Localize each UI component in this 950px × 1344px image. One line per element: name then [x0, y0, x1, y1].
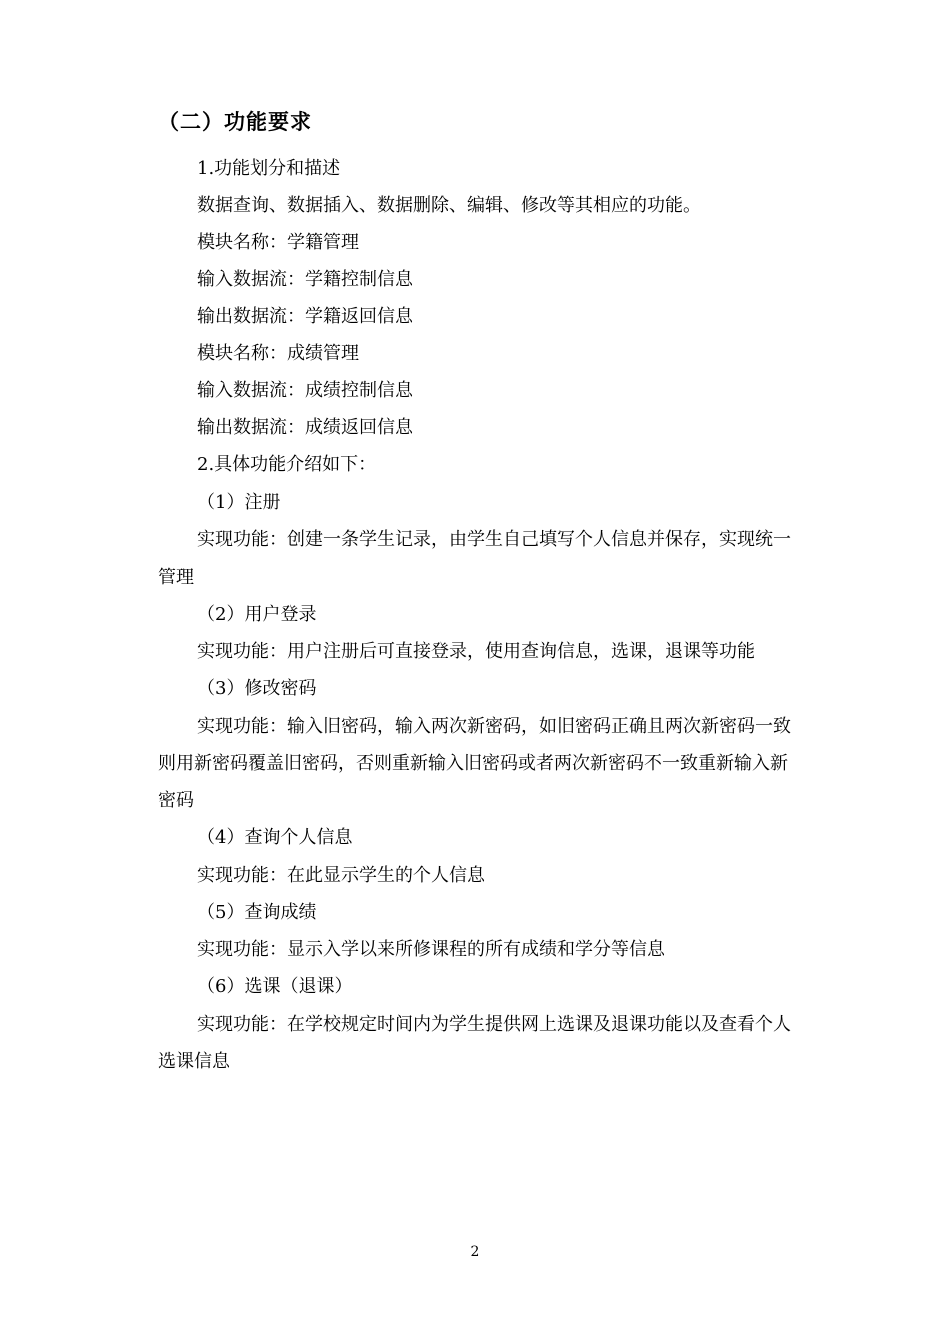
item-course-selection-desc-cont: 选课信息	[158, 1051, 230, 1072]
module-name-grades: 模块名称：成绩管理	[197, 343, 359, 364]
subheading-function-division: 1.功能划分和描述	[197, 158, 341, 179]
input-flow-grades: 输入数据流：成绩控制信息	[197, 380, 413, 401]
item-login-title: （2）用户登录	[197, 604, 317, 625]
paragraph-functions-summary: 数据查询、数据插入、数据删除、编辑、修改等其相应的功能。	[197, 195, 701, 216]
item-query-grades-title: （5）查询成绩	[197, 902, 317, 923]
input-flow-student-status: 输入数据流：学籍控制信息	[197, 269, 413, 290]
output-flow-student-status: 输出数据流：学籍返回信息	[197, 306, 413, 327]
item-personal-info-title: （4）查询个人信息	[197, 827, 353, 848]
output-flow-grades: 输出数据流：成绩返回信息	[197, 417, 413, 438]
item-course-selection-title: （6）选课（退课）	[197, 976, 353, 997]
item-personal-info-desc: 实现功能：在此显示学生的个人信息	[197, 865, 485, 886]
item-change-password-desc-cont1: 则用新密码覆盖旧密码，否则重新输入旧密码或者两次新密码不一致重新输入新	[158, 753, 788, 774]
item-course-selection-desc: 实现功能：在学校规定时间内为学生提供网上选课及退课功能以及查看个人	[197, 1014, 791, 1035]
item-change-password-desc: 实现功能：输入旧密码，输入两次新密码，如旧密码正确且两次新密码一致	[197, 716, 791, 737]
item-query-grades-desc: 实现功能：显示入学以来所修课程的所有成绩和学分等信息	[197, 939, 665, 960]
section-title: （二）功能要求	[158, 110, 312, 134]
item-register-title: （1）注册	[197, 492, 281, 513]
page-number: 2	[470, 1244, 480, 1260]
module-name-student-status: 模块名称：学籍管理	[197, 232, 359, 253]
item-register-desc-cont: 管理	[158, 567, 194, 588]
item-change-password-title: （3）修改密码	[197, 678, 317, 699]
subheading-specific-functions: 2.具体功能介绍如下：	[197, 454, 377, 475]
item-login-desc: 实现功能：用户注册后可直接登录，使用查询信息，选课，退课等功能	[197, 641, 755, 662]
item-register-desc: 实现功能：创建一条学生记录，由学生自己填写个人信息并保存，实现统一	[197, 529, 791, 550]
item-change-password-desc-cont2: 密码	[158, 790, 194, 811]
